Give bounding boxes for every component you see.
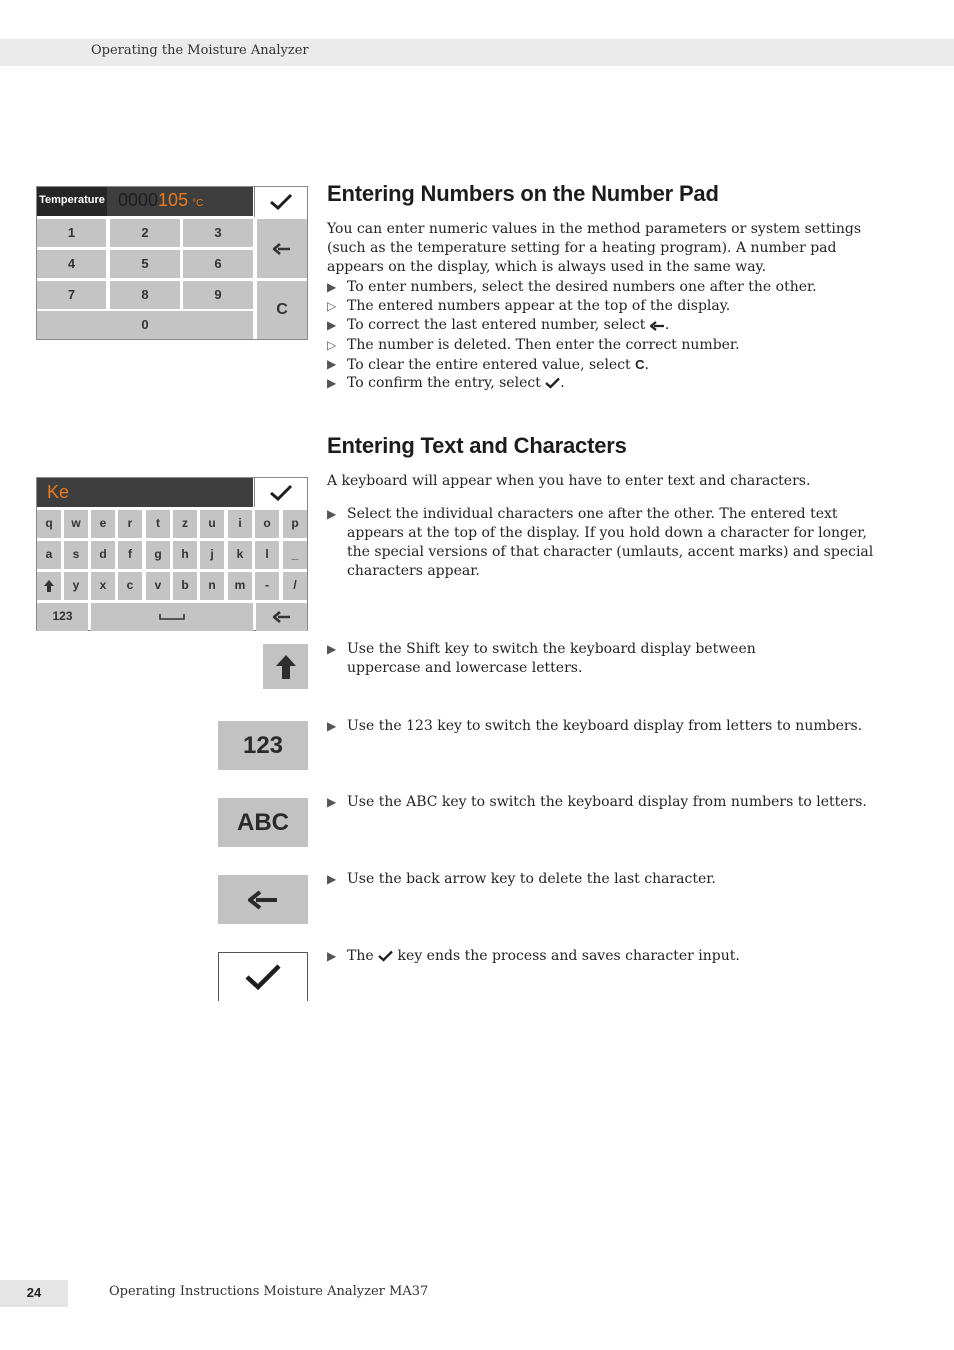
step-text: The (347, 948, 374, 964)
step-text: To enter numbers, select the desired numbers one after the other. (347, 279, 817, 295)
key-s[interactable]: s (64, 541, 88, 569)
numpad-clear-button[interactable]: C (257, 281, 307, 339)
numpad-value (118, 190, 203, 211)
key-j[interactable]: j (200, 541, 224, 569)
key-d[interactable]: d (91, 541, 115, 569)
shift-arrow-icon (275, 654, 297, 680)
numpad-label: Temperature (37, 187, 107, 216)
space-bar-icon (159, 613, 185, 621)
section2-step-123 (327, 717, 887, 736)
step-text: To confirm the entry, select (347, 375, 541, 391)
numpad-confirm-button[interactable] (254, 187, 307, 217)
key-e[interactable]: e (91, 510, 115, 538)
numpad-entered-value: 105 (158, 190, 189, 210)
section1-step-1 (327, 278, 887, 297)
step-marker-icon: ▶ (327, 949, 337, 963)
step-marker-icon: ▶ (327, 507, 337, 521)
section2-step-backspace (327, 870, 887, 889)
footer-title: Operating Instructions Moisture Analyzer MA37 (109, 1284, 429, 1299)
step-text: Use the ABC key to switch the keyboard display from numbers to letters. (347, 794, 867, 810)
checkmark-icon (378, 950, 393, 962)
numpad-key-8[interactable]: 8 (110, 281, 180, 309)
keyboard-confirm-button[interactable] (254, 478, 307, 507)
page-number: 24 (26, 1285, 42, 1300)
back-arrow-icon (248, 890, 278, 910)
numpad-key-5[interactable]: 5 (110, 250, 180, 278)
section-title-numbers: Entering Numbers on the Number Pad (327, 181, 719, 206)
clear-key-label: C (635, 357, 645, 372)
key-o[interactable]: o (255, 510, 279, 538)
key-i[interactable]: i (228, 510, 252, 538)
section1-step-4: ▶ To confirm the entry, select . (327, 375, 565, 391)
result-marker-icon: ▷ (327, 299, 337, 313)
key-b[interactable]: b (173, 572, 197, 600)
shift-arrow-icon (43, 579, 55, 593)
key-w[interactable]: w (64, 510, 88, 538)
back-arrow-icon (273, 611, 291, 623)
step-marker-icon: ▶ (327, 642, 337, 656)
confirm-key-large[interactable] (218, 952, 308, 1001)
keyboard-entered-text: Ke (47, 482, 70, 502)
numpad-key-9[interactable]: 9 (183, 281, 253, 309)
section2-step-shift (327, 640, 887, 676)
section1-step-2: ▶ To correct the last entered number, select . (327, 317, 670, 333)
step-marker-icon: ▶ (327, 872, 337, 886)
step-text: Use the Shift key to switch the keyboard display between uppercase and lowercase letters. (347, 641, 756, 676)
numpad-key-6[interactable]: 6 (183, 250, 253, 278)
section2-step-abc (327, 793, 887, 812)
checkmark-icon (244, 963, 282, 991)
space-key[interactable] (91, 603, 253, 631)
key-y[interactable]: y (64, 572, 88, 600)
section2-step-confirm (327, 947, 887, 966)
section2-intro: A keyboard will appear when you have to enter text and characters. (327, 473, 811, 489)
numpad-unit: °C (192, 198, 204, 209)
keyboard-display (37, 478, 253, 507)
step-marker-icon: ▶ (327, 357, 337, 371)
checkmark-icon (545, 377, 560, 389)
header-section-title: Operating the Moisture Analyzer (91, 43, 309, 58)
back-arrow-icon (650, 321, 665, 331)
numpad-zeros: 0000 (118, 190, 159, 210)
key-c[interactable]: c (118, 572, 142, 600)
result-marker-icon: ▷ (327, 338, 337, 352)
result-text: The entered numbers appear at the top of the display. (347, 298, 731, 314)
shift-key[interactable] (37, 572, 61, 600)
key-slash[interactable]: / (283, 572, 307, 600)
key-z[interactable]: z (173, 510, 197, 538)
key-r[interactable]: r (118, 510, 142, 538)
step-marker-icon: ▶ (327, 280, 337, 294)
section2-step-1 (327, 505, 887, 579)
checkmark-icon (269, 484, 293, 502)
step-text: key ends the process and saves character input. (397, 948, 740, 964)
key-g[interactable]: g (146, 541, 170, 569)
back-arrow-icon (273, 243, 291, 255)
section1-step-3: ▶ To clear the entire entered value, select C. (327, 357, 649, 373)
key-h[interactable]: h (173, 541, 197, 569)
section1-intro: You can enter numeric values in the method parameters or system settings (such as the temperature setting for a heating program). A number pad appears on the display, which is always used in the same way. (327, 221, 862, 275)
step-text: Use the back arrow key to delete the last character. (347, 871, 716, 887)
numpad-key-1[interactable]: 1 (37, 219, 106, 247)
step-marker-icon: ▶ (327, 318, 337, 332)
result-text: The number is deleted. Then enter the correct number. (347, 337, 740, 353)
key-f[interactable]: f (118, 541, 142, 569)
numpad-backspace-button[interactable] (257, 219, 307, 278)
key-underscore[interactable]: _ (283, 541, 307, 569)
key-l[interactable]: l (255, 541, 279, 569)
key-q[interactable]: q (37, 510, 61, 538)
numpad-key-7[interactable]: 7 (37, 281, 106, 309)
checkmark-icon (269, 193, 293, 211)
key-u[interactable]: u (200, 510, 224, 538)
numpad-key-0[interactable]: 0 (37, 311, 253, 339)
section1-result-1 (327, 297, 887, 316)
step-marker-icon: ▶ (327, 376, 337, 390)
step-marker-icon: ▶ (327, 719, 337, 733)
key-p[interactable]: p (283, 510, 307, 538)
key-m[interactable]: m (228, 572, 252, 600)
step-text: To correct the last entered number, select (347, 317, 646, 333)
section1-result-2 (327, 336, 887, 355)
abc-key-large[interactable]: ABC (218, 798, 308, 847)
num-key-large[interactable]: 123 (218, 721, 308, 770)
step-text: Use the 123 key to switch the keyboard display from letters to numbers. (347, 718, 863, 734)
keyboard-backspace-key[interactable] (256, 603, 307, 631)
backspace-key-large[interactable] (218, 875, 308, 924)
step-text: To clear the entire entered value, select (347, 357, 631, 373)
section-title-text: Entering Text and Characters (327, 433, 627, 458)
numpad-key-2[interactable]: 2 (110, 219, 180, 247)
keyboard-123-key[interactable]: 123 (37, 603, 88, 631)
shift-key-large[interactable] (263, 644, 308, 689)
key-a[interactable]: a (37, 541, 61, 569)
numpad-key-4[interactable]: 4 (37, 250, 106, 278)
key-t[interactable]: t (146, 510, 170, 538)
key-n[interactable]: n (200, 572, 224, 600)
key-k[interactable]: k (228, 541, 252, 569)
key-x[interactable]: x (91, 572, 115, 600)
numpad-key-3[interactable]: 3 (183, 219, 253, 247)
key-v[interactable]: v (146, 572, 170, 600)
step-marker-icon: ▶ (327, 795, 337, 809)
numpad-display (37, 187, 253, 216)
key-hyphen[interactable]: - (255, 572, 279, 600)
step-text: Select the individual characters one after the other. The entered text appears at the top of the display. If you hold down a character for longer, the special versions of that character (umlauts, accent marks) and special characters appear. (347, 506, 874, 579)
